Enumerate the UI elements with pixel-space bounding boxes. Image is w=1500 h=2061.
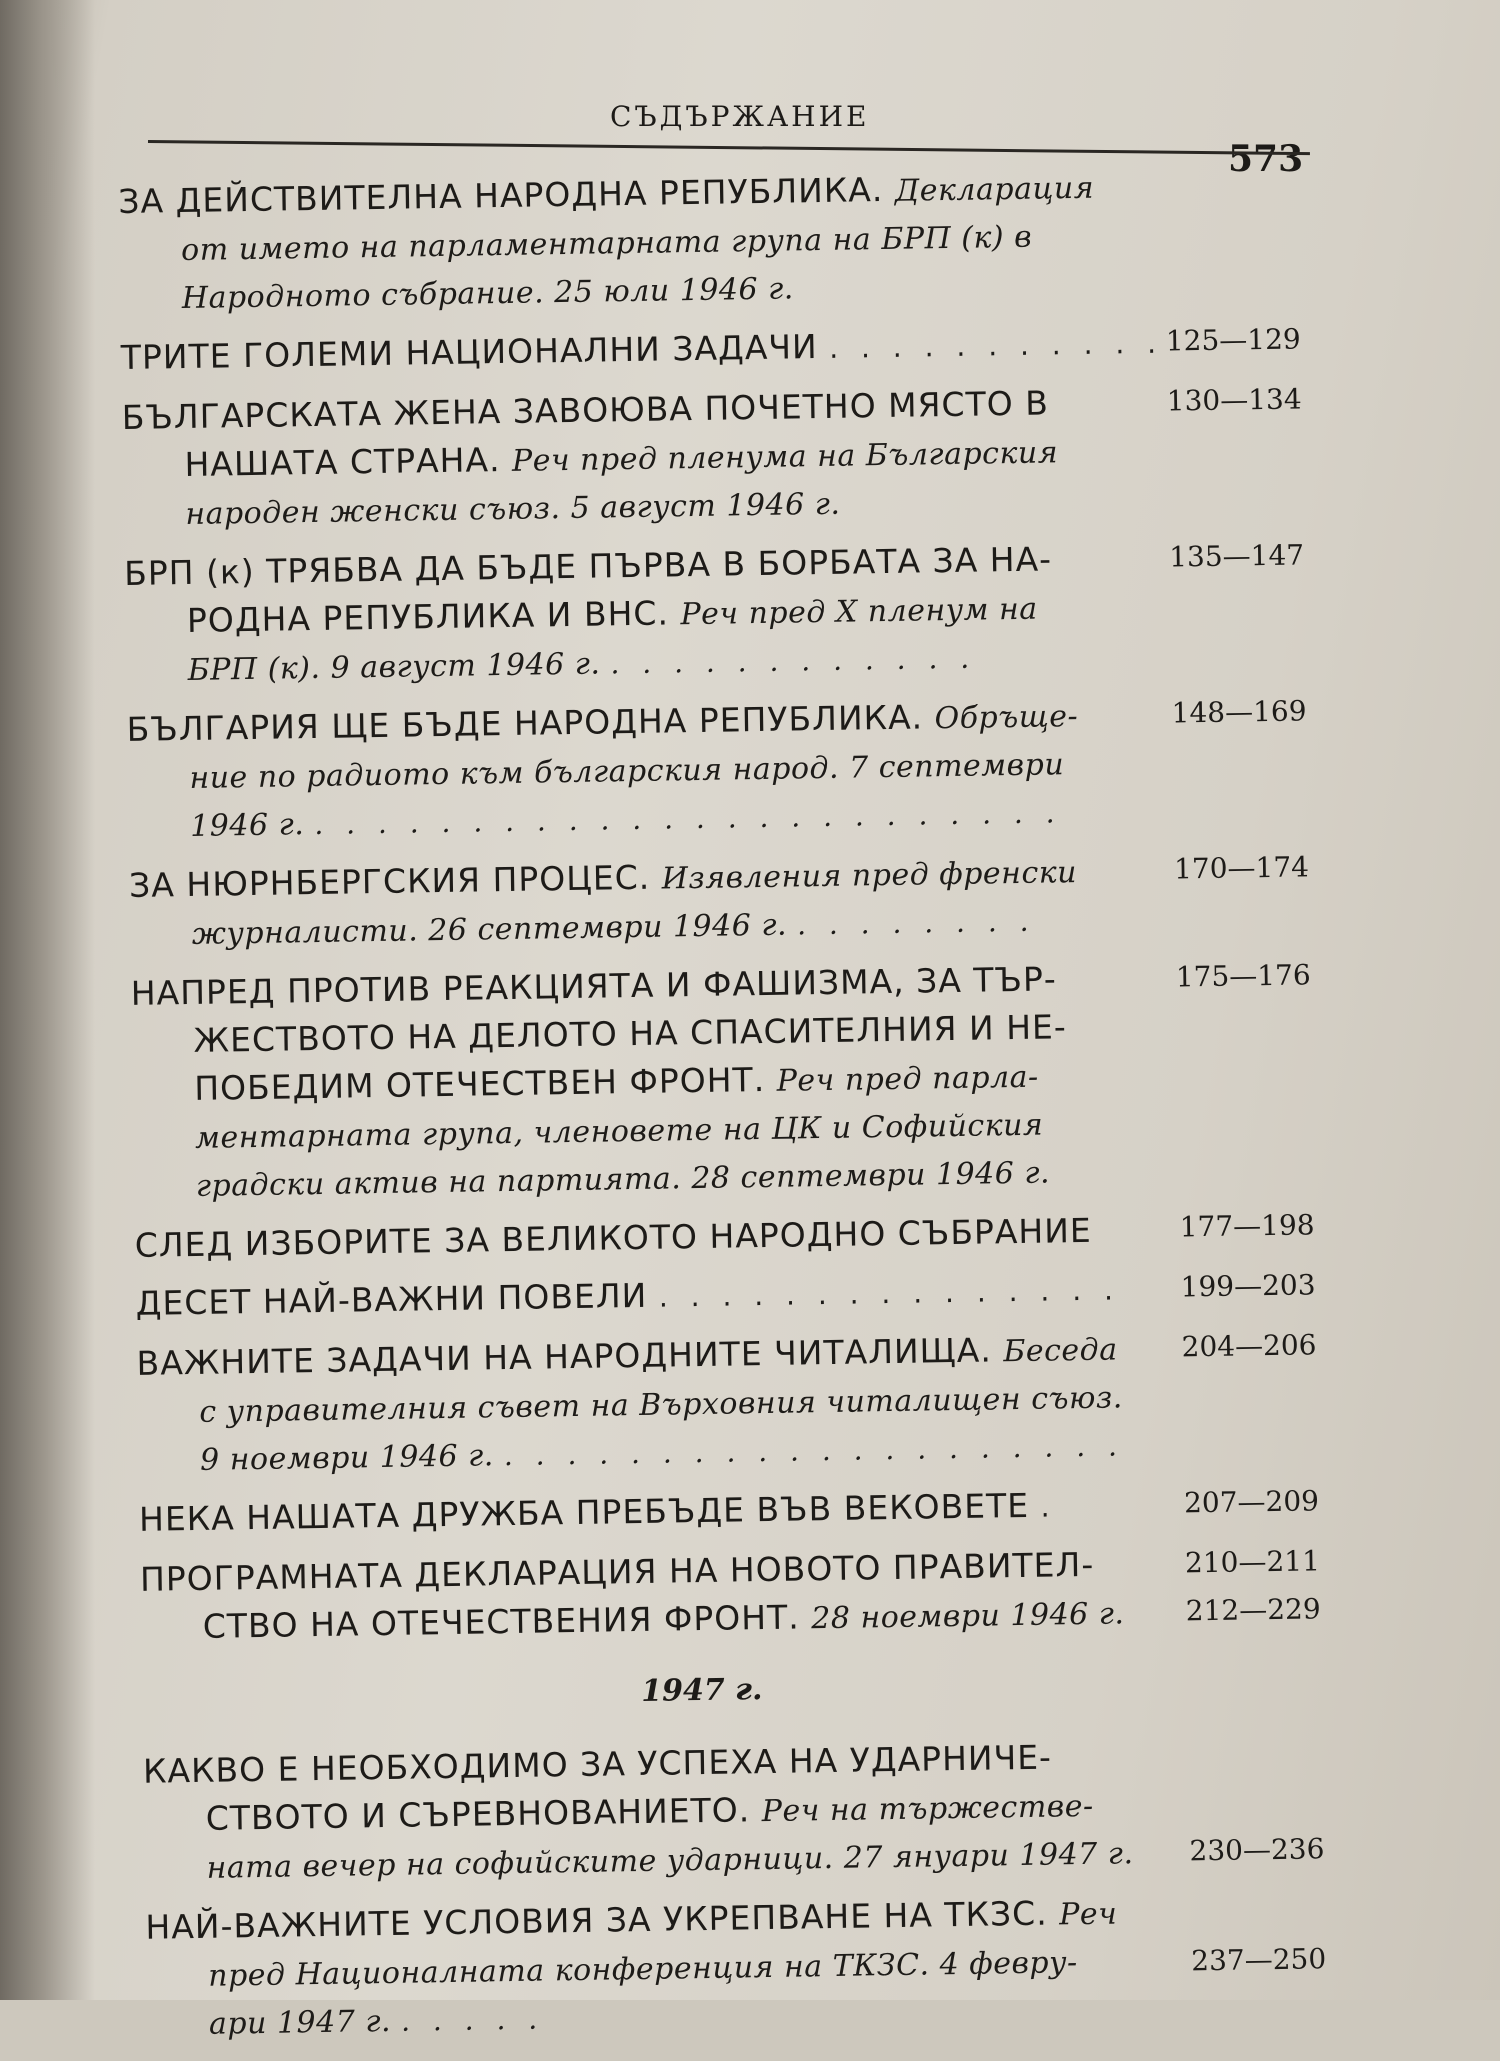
entry-title: НЕКА НАШАТА ДРУЖБА ПРЕБЪДЕ ВЪВ ВЕКОВЕТЕ xyxy=(138,1485,1030,1539)
header-rule xyxy=(148,140,1310,155)
entry-title: ПРОГРАМНАТА ДЕКЛАРАЦИЯ НА НОВОТО ПРАВИТЕЛ- xyxy=(139,1544,1095,1599)
leader-dots: . . . . . . . . . . . . . . . . . . . . xyxy=(503,1429,1125,1473)
toc-entry xyxy=(140,1537,1321,1654)
entry-title: БЪЛГАРИЯ ЩЕ БЪДЕ НАРОДНА РЕПУБЛИКА. xyxy=(126,697,924,749)
entry-subtitle: Реч пред парла- xyxy=(776,1059,1039,1099)
page-range: 207—209 xyxy=(1183,1484,1320,1520)
toc-entry xyxy=(118,159,1300,324)
entry-subtitle: 9 ноември 1946 г. xyxy=(199,1438,495,1478)
entry-subtitle: от името на парламентарната група на БРП (к) в xyxy=(180,219,1033,269)
leader-dots: . . . . . . . . xyxy=(796,904,1036,942)
entry-title: ПОБЕДИМ ОТЕЧЕСТВЕН ФРОНТ. xyxy=(194,1059,766,1108)
entry-subtitle: Реч на тържестве- xyxy=(761,1788,1094,1830)
toc-entry xyxy=(130,951,1314,1212)
entry-subtitle: журналисти. 26 септември 1946 г. xyxy=(191,907,788,952)
page-range: 212—229 xyxy=(1185,1592,1321,1628)
page-range: 130—134 xyxy=(1166,382,1302,418)
toc-entry xyxy=(126,687,1308,852)
entry-subtitle: пред Националната конференция на ТКЗС. 4 февру- xyxy=(207,1945,1078,1994)
entry-subtitle: градски актив на партията. 28 септември 1946 г. xyxy=(195,1155,1051,1204)
entry-title: ЗА ДЕЙСТВИТЕЛНА НАРОДНА РЕПУБЛИКА. xyxy=(118,169,884,221)
entry-subtitle: ари 1947 г. xyxy=(208,2003,392,2042)
entry-subtitle: 28 ноември 1946 г. xyxy=(810,1596,1125,1637)
toc-entry xyxy=(134,1203,1315,1270)
entry-title: ВАЖНИТЕ ЗАДАЧИ НА НАРОДНИТЕ ЧИТАЛИЩА. xyxy=(136,1330,993,1383)
page-range: 230—236 xyxy=(1189,1832,1325,1868)
entry-subtitle: Декларация xyxy=(894,170,1095,209)
leader-dots: . . . . . . . . . . . . xyxy=(610,641,977,681)
entry-subtitle: Народното събрание. 25 юли 1946 г. xyxy=(181,271,795,317)
leader-dots: . . . . . . . . . . . . . . . . . . . . . . . . xyxy=(314,796,1062,841)
page-range: 204—206 xyxy=(1181,1328,1317,1364)
entry-title: НАШАТА СТРАНА. xyxy=(184,440,501,484)
entry-title: ДЕСЕТ НАЙ-ВАЖНИ ПОВЕЛИ xyxy=(135,1275,648,1323)
year-heading: 1947 г. xyxy=(640,1672,763,1709)
entry-title: ЖЕСТВОТО НА ДЕЛОТО НА СПАСИТЕЛНИЯ И НЕ- xyxy=(193,1007,1068,1060)
leader-dots: . . . . . . . . . . . . . . . xyxy=(658,1273,1121,1314)
leader-dots: . . . . . xyxy=(400,2002,545,2038)
entry-subtitle: ментарната група, членовете на ЦК и Софийския xyxy=(194,1107,1044,1156)
entry-title: БЪЛГАРСКАТА ЖЕНА ЗАВОЮВА ПОЧЕТНО МЯСТО В xyxy=(121,383,1050,437)
entry-title: РОДНА РЕПУБЛИКА И ВНС. xyxy=(186,593,670,640)
entry-subtitle: с управителния съвет на Върховния читалищен съюз. xyxy=(199,1380,1124,1430)
entry-subtitle: Беседа xyxy=(1003,1332,1118,1370)
leader-dots: . . . . . . . . . . . xyxy=(828,326,1164,365)
entry-subtitle: Реч пред X пленум на xyxy=(680,591,1038,633)
entry-title: КАКВО Е НЕОБХОДИМО ЗА УСПЕХА НА УДАРНИЧЕ- xyxy=(142,1737,1053,1791)
toc-entry xyxy=(139,1477,1320,1546)
entry-subtitle: Изявления пред френски xyxy=(661,855,1078,897)
page-number: 573 xyxy=(1228,138,1304,180)
page-range: 210—211 xyxy=(1184,1544,1321,1580)
entry-subtitle: народен женски съюз. 5 август 1946 г. xyxy=(185,486,841,532)
page-range: 175—176 xyxy=(1175,958,1311,994)
entry-title: НАПРЕД ПРОТИВ РЕАКЦИЯТА И ФАШИЗМА, ЗА ТЪР- xyxy=(130,959,1058,1013)
toc-entry xyxy=(121,375,1303,540)
toc-entry xyxy=(135,1261,1316,1330)
entry-subtitle: Реч xyxy=(1058,1896,1118,1933)
entry-title: ЗА НЮРНБЕРГСКИЯ ПРОЦЕС. xyxy=(128,857,651,905)
entry-subtitle: ната вечер на софийските ударници. 27 януари 1947 г. xyxy=(206,1836,1134,1886)
entry-title: НАЙ-ВАЖНИТЕ УСЛОВИЯ ЗА УКРЕПВАНЕ НА ТКЗС. xyxy=(145,1893,1048,1947)
page-range: 177—198 xyxy=(1179,1208,1315,1244)
page-range: 125—129 xyxy=(1165,322,1301,358)
page-range: 170—174 xyxy=(1173,850,1310,886)
toc-entry xyxy=(120,315,1301,384)
toc-entry xyxy=(143,1729,1325,1894)
entry-title: ТРИТЕ ГОЛЕМИ НАЦИОНАЛНИ ЗАДАЧИ xyxy=(120,327,818,377)
entry-title: БРП (к) ТРЯБВА ДА БЪДЕ ПЪРВА В БОРБАТА ЗА НА- xyxy=(123,539,1053,593)
entry-title: СТВОТО И СЪРЕВНОВАНИЕТО. xyxy=(205,1790,751,1838)
toc-entry xyxy=(136,1321,1318,1486)
table-of-contents xyxy=(118,159,1327,2059)
entry-subtitle: 1946 г. xyxy=(189,807,305,844)
entry-subtitle: ние по радиото към българския народ. 7 септември xyxy=(189,747,1065,796)
entry-subtitle: Реч пред пленума на Българския xyxy=(511,435,1059,479)
toc-entry xyxy=(124,531,1306,696)
entry-subtitle: Обръще- xyxy=(934,698,1079,737)
binding-shadow xyxy=(0,0,95,2000)
page-range: 199—203 xyxy=(1180,1268,1316,1304)
entry-title: СЛЕД ИЗБОРИТЕ ЗА ВЕЛИКОТО НАРОДНО СЪБРАНИЕ xyxy=(134,1210,1093,1265)
entry-subtitle: БРП (к). 9 август 1946 г. xyxy=(187,646,601,688)
leader-dots: . xyxy=(1040,1490,1057,1524)
toc-entry xyxy=(129,843,1310,960)
page-range: 135—147 xyxy=(1168,538,1305,574)
page-range: 237—250 xyxy=(1190,1942,1327,1978)
page-range: 148—169 xyxy=(1171,694,1307,730)
toc-entry xyxy=(145,1885,1327,2050)
entry-title: СТВО НА ОТЕЧЕСТВЕНИЯ ФРОНТ. xyxy=(202,1597,800,1646)
running-header: СЪДЪРЖАНИЕ xyxy=(610,100,870,133)
